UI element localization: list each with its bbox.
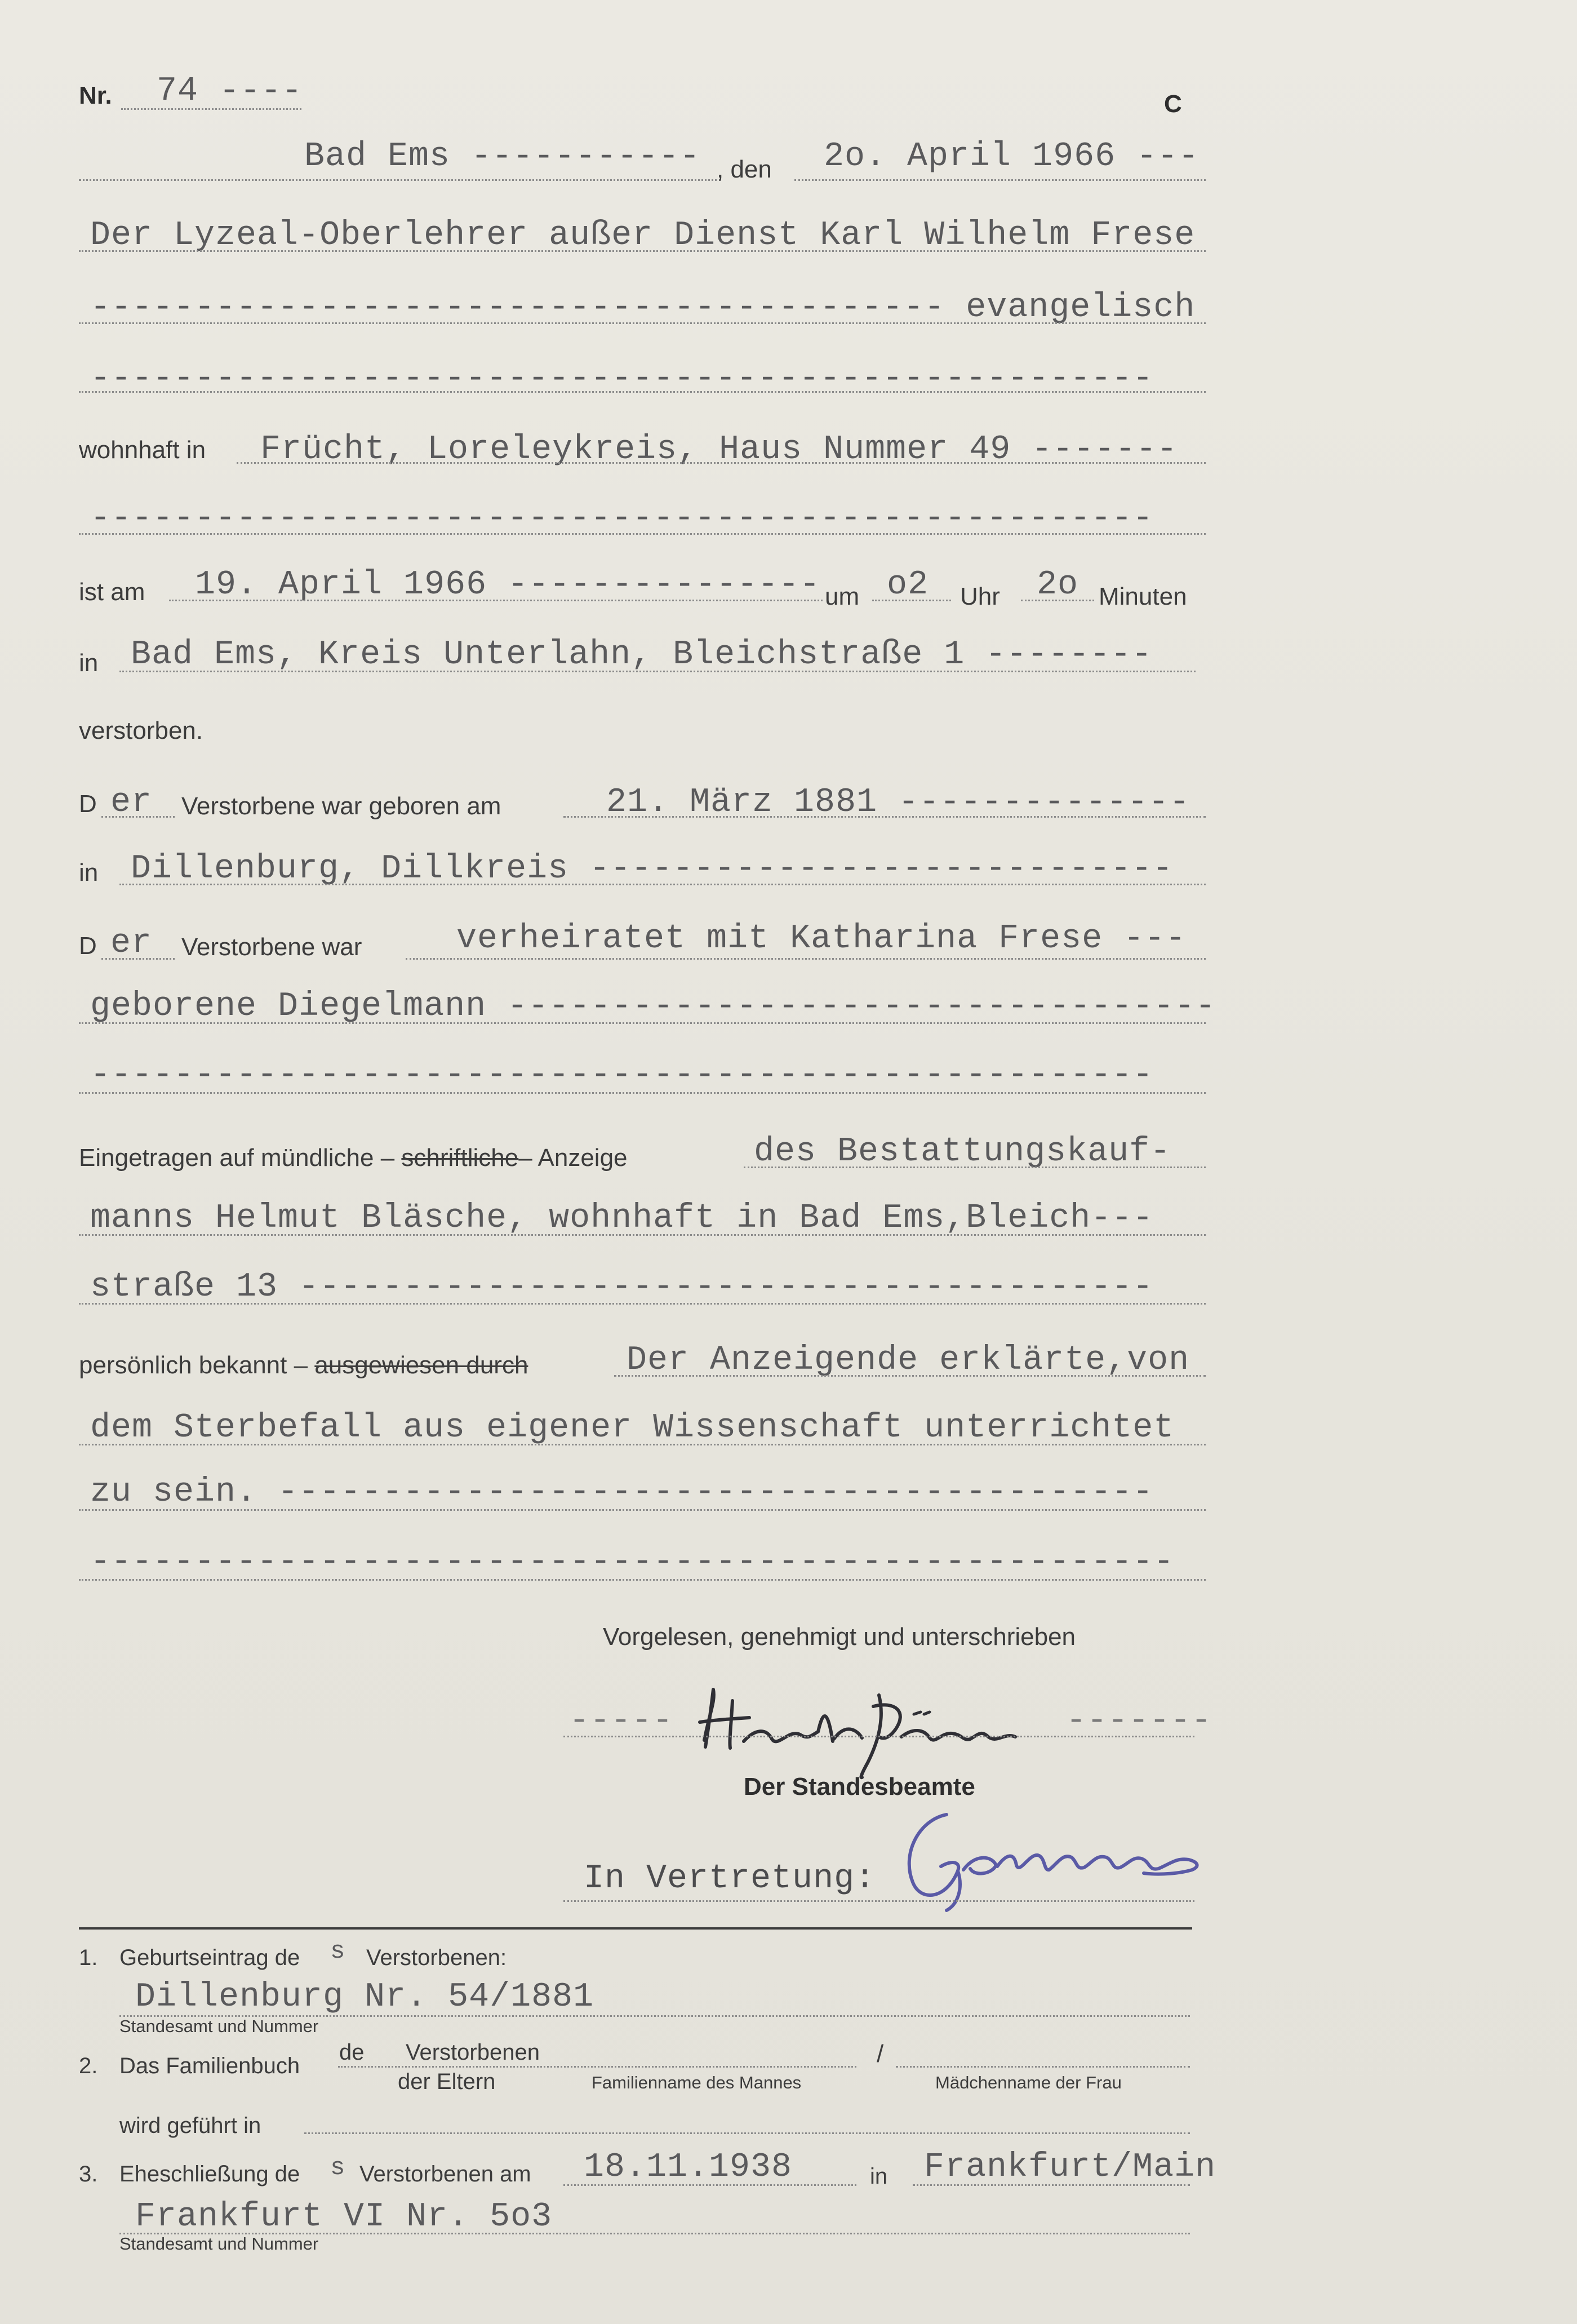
note-1-caption: Standesamt und Nummer [119,2016,319,2036]
registrar-label: Der Standesbeamte [744,1773,975,1800]
report-dotted-1 [744,1167,1206,1168]
death-place: Bad Ems, Kreis Unterlahn, Bleichstraße 1 -------- [131,636,1153,674]
identity-dotted-4 [79,1579,1206,1581]
note-3-place-dotted [913,2184,1190,2186]
note-1-s: s [330,1937,346,1966]
marital-er-typed: er [110,924,153,963]
identity-label [79,1351,528,1380]
marital-label: Verstorbene war [181,933,362,961]
report-label-suffix: – Anzeige [518,1144,628,1172]
note-3-number: 3. [79,2162,98,2186]
registrar-signature [896,1803,1211,1916]
death-date: 19. April 1966 --------------- [195,566,821,604]
birth-date: 21. März 1881 -------------- [606,783,1190,822]
note-3-date: 18.11.1938 [584,2148,793,2186]
wohnhaft-label: wohnhaft in [79,436,206,464]
birth-place: Dillenburg, Dillkreis ---------------------------- [131,850,1174,888]
marital-d-label: D [79,932,97,960]
note-3-in: in [870,2164,888,2189]
note-1-label: Geburtseintrag de [119,1945,300,1970]
report-dotted-2 [79,1234,1206,1236]
um-label: um [825,583,860,610]
note-3-s: s [330,2154,346,2182]
report-label-struck: schriftliche [401,1144,519,1172]
registrar-signature-svg [896,1803,1211,1916]
identity-line-2: dem Sterbefall aus eigener Wissenschaft unterrichtet [90,1409,1175,1447]
minuten-label: Minuten [1099,583,1187,610]
report-label [79,1144,628,1172]
place-value: Bad Ems ----------- [304,138,701,176]
ist-am-label: ist am [79,578,145,606]
registrar-dotted [563,1900,1194,1902]
birth-d-label: D [79,790,97,818]
note-3-date-dotted [563,2184,856,2186]
nr-dotted-line [121,108,301,110]
hour-dotted [872,600,951,601]
declarant-line-1: Der Lyzeal-Oberlehrer außer Dienst Karl Wilhelm Frese [90,216,1196,255]
date-value: 2o. April 1966 --- [824,138,1200,176]
marital-line-2: geborene Diegelmann ---------------------------------- [90,987,1216,1026]
death-date-dotted [169,600,823,601]
report-dotted-3 [79,1303,1206,1305]
note-2-number: 2. [79,2054,98,2078]
birth-date-dotted [563,816,1206,818]
report-line-3: straße 13 ----------------------------------------- [90,1268,1154,1306]
note-2-eltern: der Eltern [398,2069,496,2094]
vorgelesen-text: Vorgelesen, genehmigt und unterschrieben [603,1623,1076,1651]
birth-label: Verstorbene war geboren am [181,792,501,820]
report-label-prefix: Eingetragen auf mündliche – [79,1144,402,1172]
in-vertretung: In Vertretung: [584,1860,876,1898]
note-2-dotted-family [338,2066,856,2068]
birth-er-typed: er [110,783,153,822]
den-label: , den [717,156,772,183]
notes-separator [79,1927,1192,1930]
marital-line-3: --------------------------------------------------- [90,1056,1154,1094]
residence-line-2: --------------------------------------------------- [90,499,1154,538]
place-dotted-line [79,179,721,181]
marital-dotted-3 [79,1092,1206,1094]
informant-dashes-right: ------- [1066,1702,1212,1740]
identity-dotted-1 [614,1375,1206,1377]
birth-er-dotted [101,816,175,818]
death-place-dotted [119,671,1196,672]
note-2-caption-wife: Mädchenname der Frau [935,2073,1122,2092]
death-minute: 2o [1037,566,1079,604]
identity-dotted-3 [79,1509,1206,1511]
note-2-dotted-register [304,2132,1190,2134]
note-2-slash: / [877,2040,884,2068]
informant-signature-svg [693,1678,1042,1780]
nr-label: Nr. [79,82,112,109]
informant-signature [693,1678,1042,1780]
birth-place-dotted [119,884,1206,885]
declarant-dotted-2 [79,322,1206,324]
note-2-dotted-maiden [896,2066,1190,2068]
note-3-label: Eheschließung de [119,2162,300,2186]
note-3-label2: Verstorbenen am [359,2162,531,2186]
death-in-label: in [79,649,99,677]
note-2-gefuehrt: wird geführt in [119,2113,261,2138]
nr-value: 74 ---- [157,72,303,110]
date-dotted-line [794,179,1206,181]
declarant-line-3: --------------------------------------------------- [90,360,1154,398]
informant-dashes-left: ----- [569,1702,674,1740]
identity-line-3: zu sein. ------------------------------------------ [90,1473,1154,1511]
note-2-label: Das Familienbuch [119,2054,300,2078]
note-2-verstorbenen: Verstorbenen [406,2040,540,2065]
verstorben-label: verstorben. [79,717,203,744]
note-2-de: de [339,2040,365,2065]
death-hour: o2 [887,566,929,604]
note-3-caption: Standesamt und Nummer [119,2234,319,2254]
birth-in-label: in [79,859,99,886]
residence-line-1: Frücht, Loreleykreis, Haus Nummer 49 ------- [260,431,1178,469]
note-3-value: Frankfurt VI Nr. 5o3 [135,2198,553,2236]
note-2-caption-husband: Familienname des Mannes [592,2073,802,2092]
minute-dotted [1021,600,1094,601]
note-1-label2: Verstorbenen: [366,1945,507,1970]
identity-dotted-2 [79,1444,1206,1445]
identity-label-struck: ausgewiesen durch [314,1351,528,1379]
marital-dotted-1 [406,958,1206,960]
declarant-dotted-3 [79,391,1206,393]
marital-line-1: verheiratet mit Katharina Frese --- [456,920,1187,958]
report-line-2: manns Helmut Bläsche, wohnhaft in Bad Ems,Bleich--- [90,1199,1154,1238]
informant-dotted [563,1736,1194,1737]
marital-dotted-2 [79,1022,1206,1024]
residence-dotted-1 [237,462,1206,464]
note-3-place: Frankfurt/Main [924,2148,1216,2186]
declarant-dotted-1 [79,250,1206,252]
identity-label-prefix: persönlich bekannt – [79,1351,315,1379]
report-line-1: des Bestattungskauf- [754,1133,1171,1171]
copy-mark: C [1164,90,1182,118]
identity-line-1: Der Anzeigende erklärte,von [627,1341,1190,1380]
note-1-number: 1. [79,1945,98,1970]
identity-line-4: ---------------------------------------------------- [90,1543,1175,1581]
declarant-line-2: ----------------------------------------- evangelisch [90,289,1196,327]
uhr-label: Uhr [960,583,1000,610]
marital-er-dotted [101,958,175,960]
residence-dotted-2 [79,533,1206,535]
note-1-value: Dillenburg Nr. 54/1881 [135,1978,594,2016]
